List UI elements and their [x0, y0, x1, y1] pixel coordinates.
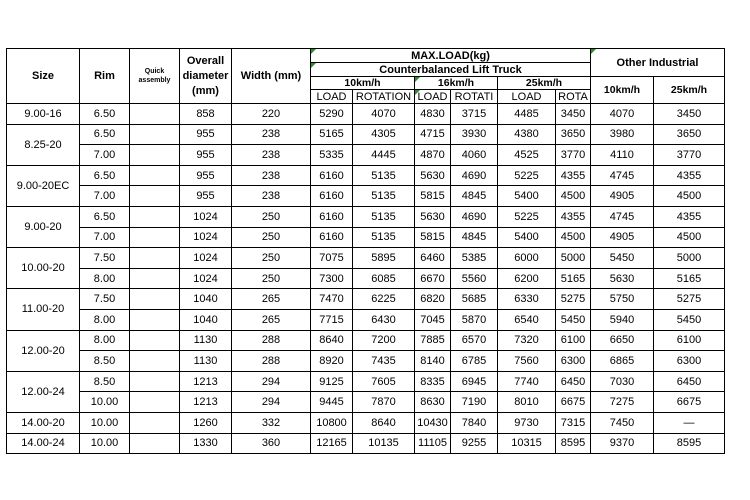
rotation-16-cell: 6945: [451, 371, 498, 392]
diameter-cell: 955: [180, 124, 232, 145]
quick-assembly-cell: [130, 165, 180, 186]
load-25-cell: 8010: [498, 392, 556, 413]
diameter-cell: 1040: [180, 289, 232, 310]
rotation-25-cell: 8595: [556, 433, 591, 454]
rotation-10-cell: 5135: [353, 206, 415, 227]
quick-assembly-cell: [130, 392, 180, 413]
rotation-25-cell: 5000: [556, 248, 591, 269]
rotation-16-cell: 5385: [451, 248, 498, 269]
rotation-16-cell: 5870: [451, 309, 498, 330]
load-10-cell: 6160: [311, 227, 353, 248]
rim-cell: 8.00: [80, 330, 130, 351]
rim-cell: 7.00: [80, 186, 130, 207]
rotation-25-cell: 7315: [556, 412, 591, 433]
other-10-cell: 5450: [591, 248, 654, 269]
quick-assembly-cell: [130, 248, 180, 269]
load-10-cell: 7075: [311, 248, 353, 269]
rim-cell: 8.00: [80, 309, 130, 330]
quick-assembly-cell: [130, 412, 180, 433]
width-cell: 265: [232, 289, 311, 310]
table-row: [7, 371, 725, 392]
rim-cell: 6.50: [80, 165, 130, 186]
quick-assembly-cell: [130, 371, 180, 392]
rotation-10-cell: 8640: [353, 412, 415, 433]
rim-cell: 10.00: [80, 433, 130, 454]
rotation-10-cell: 5135: [353, 227, 415, 248]
header-other-industrial: Other Industrial: [591, 49, 725, 77]
rotation-10-cell: 4070: [353, 104, 415, 125]
rotation-25-cell: 5450: [556, 309, 591, 330]
diameter-cell: 955: [180, 165, 232, 186]
load-10-cell: 6160: [311, 206, 353, 227]
width-cell: 250: [232, 248, 311, 269]
load-16-cell: 4870: [415, 145, 451, 166]
other-25-cell: 6675: [654, 392, 725, 413]
rotation-25-cell: 6100: [556, 330, 591, 351]
header-load-16: LOAD: [415, 90, 451, 104]
quick-assembly-cell: [130, 289, 180, 310]
header-rim: Rim: [80, 49, 130, 104]
rotation-10-cell: 7870: [353, 392, 415, 413]
other-25-cell: 6300: [654, 351, 725, 372]
table-row: [7, 186, 725, 207]
header-rotation-10: ROTATION: [353, 90, 415, 104]
other-25-cell: 4355: [654, 206, 725, 227]
load-16-cell: 6670: [415, 268, 451, 289]
rim-cell: 10.00: [80, 412, 130, 433]
width-cell: 238: [232, 186, 311, 207]
width-cell: 294: [232, 371, 311, 392]
rotation-16-cell: 3930: [451, 124, 498, 145]
width-cell: 238: [232, 145, 311, 166]
rim-cell: 6.50: [80, 124, 130, 145]
load-16-cell: 5815: [415, 227, 451, 248]
other-10-cell: 6650: [591, 330, 654, 351]
width-cell: 288: [232, 351, 311, 372]
other-10-cell: 4905: [591, 186, 654, 207]
header-load-10: LOAD: [311, 90, 353, 104]
header-load-25: LOAD: [498, 90, 556, 104]
load-16-cell: 6460: [415, 248, 451, 269]
other-25-cell: 5165: [654, 268, 725, 289]
rim-cell: 10.00: [80, 392, 130, 413]
table-row: [7, 124, 725, 145]
load-10-cell: 8920: [311, 351, 353, 372]
diameter-cell: 1024: [180, 268, 232, 289]
rotation-25-cell: 4500: [556, 227, 591, 248]
other-10-cell: 9370: [591, 433, 654, 454]
other-10-cell: 7275: [591, 392, 654, 413]
load-10-cell: 5290: [311, 104, 353, 125]
other-10-cell: 4745: [591, 206, 654, 227]
other-10-cell: 3980: [591, 124, 654, 145]
diameter-cell: 1260: [180, 412, 232, 433]
load-25-cell: 4380: [498, 124, 556, 145]
other-25-cell: 3650: [654, 124, 725, 145]
width-cell: 238: [232, 165, 311, 186]
table-row: [7, 104, 725, 125]
rotation-16-cell: 7190: [451, 392, 498, 413]
size-cell: 14.00-20: [7, 412, 80, 433]
diameter-cell: 1130: [180, 351, 232, 372]
load-25-cell: 4485: [498, 104, 556, 125]
load-16-cell: 4830: [415, 104, 451, 125]
rotation-16-cell: 4845: [451, 227, 498, 248]
load-10-cell: 7300: [311, 268, 353, 289]
other-10-cell: 5630: [591, 268, 654, 289]
rotation-16-cell: 3715: [451, 104, 498, 125]
size-cell: 9.00-20: [7, 206, 80, 247]
rotation-25-cell: 5165: [556, 268, 591, 289]
load-16-cell: 4715: [415, 124, 451, 145]
diameter-cell: 1130: [180, 330, 232, 351]
other-10-cell: 5940: [591, 309, 654, 330]
other-25-cell: 6450: [654, 371, 725, 392]
rotation-10-cell: 7435: [353, 351, 415, 372]
load-25-cell: 9730: [498, 412, 556, 433]
load-16-cell: 6820: [415, 289, 451, 310]
load-10-cell: 6160: [311, 165, 353, 186]
load-10-cell: 6160: [311, 186, 353, 207]
table-row: [7, 330, 725, 351]
rotation-16-cell: 4690: [451, 206, 498, 227]
load-10-cell: 8640: [311, 330, 353, 351]
other-10-cell: 4905: [591, 227, 654, 248]
load-16-cell: 10430: [415, 412, 451, 433]
table-row: [7, 412, 725, 433]
width-cell: 250: [232, 268, 311, 289]
load-25-cell: 5400: [498, 186, 556, 207]
load-25-cell: 6330: [498, 289, 556, 310]
rim-cell: 7.00: [80, 145, 130, 166]
rotation-25-cell: 4355: [556, 165, 591, 186]
load-10-cell: 9125: [311, 371, 353, 392]
other-25-cell: 6100: [654, 330, 725, 351]
load-16-cell: 5815: [415, 186, 451, 207]
size-cell: 10.00-20: [7, 248, 80, 289]
load-10-cell: 7470: [311, 289, 353, 310]
rotation-25-cell: 3450: [556, 104, 591, 125]
rotation-16-cell: 6570: [451, 330, 498, 351]
load-25-cell: 6540: [498, 309, 556, 330]
header-width: Width (mm): [232, 49, 311, 104]
load-16-cell: 8335: [415, 371, 451, 392]
table-row: [7, 268, 725, 289]
load-16-cell: 5630: [415, 165, 451, 186]
diameter-cell: 1024: [180, 248, 232, 269]
header-max-load: MAX.LOAD(kg): [311, 49, 591, 63]
quick-assembly-cell: [130, 268, 180, 289]
load-25-cell: 6200: [498, 268, 556, 289]
quick-assembly-cell: [130, 124, 180, 145]
rim-cell: 8.50: [80, 371, 130, 392]
load-16-cell: 11105: [415, 433, 451, 454]
rim-cell: 7.50: [80, 248, 130, 269]
load-10-cell: 12165: [311, 433, 353, 454]
table-row: [7, 145, 725, 166]
quick-assembly-cell: [130, 227, 180, 248]
table-row: [7, 165, 725, 186]
rotation-16-cell: 5685: [451, 289, 498, 310]
load-25-cell: 7320: [498, 330, 556, 351]
other-10-cell: 7030: [591, 371, 654, 392]
table-row: [7, 392, 725, 413]
header-speed-16: 16km/h: [415, 77, 498, 90]
rim-cell: 7.00: [80, 227, 130, 248]
diameter-cell: 1024: [180, 227, 232, 248]
other-25-cell: 4355: [654, 165, 725, 186]
other-10-cell: 4745: [591, 165, 654, 186]
diameter-cell: 858: [180, 104, 232, 125]
header-speed-25: 25km/h: [498, 77, 591, 90]
width-cell: 250: [232, 206, 311, 227]
header-quick-assembly: Quick assembly: [130, 49, 180, 104]
header-overall-diameter: Overall diameter (mm): [180, 49, 232, 104]
table-row: [7, 309, 725, 330]
diameter-cell: 1213: [180, 371, 232, 392]
header-rotation-25: ROTA: [556, 90, 591, 104]
diameter-cell: 955: [180, 145, 232, 166]
load-25-cell: 5225: [498, 165, 556, 186]
header-speed-10: 10km/h: [311, 77, 415, 90]
rotation-16-cell: 9255: [451, 433, 498, 454]
load-10-cell: 9445: [311, 392, 353, 413]
diameter-cell: 1040: [180, 309, 232, 330]
width-cell: 294: [232, 392, 311, 413]
table-row: [7, 289, 725, 310]
load-10-cell: 7715: [311, 309, 353, 330]
rim-cell: 8.00: [80, 268, 130, 289]
load-16-cell: 8140: [415, 351, 451, 372]
width-cell: 250: [232, 227, 311, 248]
other-25-cell: —: [654, 412, 725, 433]
diameter-cell: 1213: [180, 392, 232, 413]
rotation-10-cell: 5895: [353, 248, 415, 269]
other-25-cell: 3450: [654, 104, 725, 125]
rotation-10-cell: 5135: [353, 165, 415, 186]
width-cell: 288: [232, 330, 311, 351]
rotation-25-cell: 4355: [556, 206, 591, 227]
diameter-cell: 955: [180, 186, 232, 207]
rotation-25-cell: 4500: [556, 186, 591, 207]
tire-load-table: [6, 48, 725, 454]
quick-assembly-cell: [130, 433, 180, 454]
other-25-cell: 5450: [654, 309, 725, 330]
quick-assembly-cell: [130, 206, 180, 227]
other-10-cell: 7450: [591, 412, 654, 433]
rotation-10-cell: 4305: [353, 124, 415, 145]
rotation-25-cell: 3770: [556, 145, 591, 166]
load-25-cell: 6000: [498, 248, 556, 269]
quick-assembly-cell: [130, 186, 180, 207]
table-row: [7, 227, 725, 248]
other-10-cell: 4070: [591, 104, 654, 125]
diameter-cell: 1024: [180, 206, 232, 227]
load-25-cell: 5225: [498, 206, 556, 227]
load-25-cell: 7560: [498, 351, 556, 372]
rotation-25-cell: 6450: [556, 371, 591, 392]
quick-assembly-cell: [130, 104, 180, 125]
header-counterbalanced: Counterbalanced Lift Truck: [311, 63, 591, 77]
width-cell: 220: [232, 104, 311, 125]
rotation-10-cell: 10135: [353, 433, 415, 454]
rotation-10-cell: 7605: [353, 371, 415, 392]
size-cell: 9.00-20EC: [7, 165, 80, 206]
load-10-cell: 5335: [311, 145, 353, 166]
size-cell: 9.00-16: [7, 104, 80, 125]
other-10-cell: 4110: [591, 145, 654, 166]
rotation-10-cell: 6430: [353, 309, 415, 330]
load-25-cell: 10315: [498, 433, 556, 454]
rim-cell: 7.50: [80, 289, 130, 310]
size-cell: 11.00-20: [7, 289, 80, 330]
other-10-cell: 6865: [591, 351, 654, 372]
table-row: [7, 248, 725, 269]
size-cell: 12.00-24: [7, 371, 80, 412]
rotation-10-cell: 5135: [353, 186, 415, 207]
other-25-cell: 5000: [654, 248, 725, 269]
rotation-16-cell: 4690: [451, 165, 498, 186]
table-row: [7, 351, 725, 372]
other-25-cell: 4500: [654, 186, 725, 207]
load-10-cell: 10800: [311, 412, 353, 433]
header-oi-25: 25km/h: [654, 77, 725, 104]
header-size: Size: [7, 49, 80, 104]
rim-cell: 6.50: [80, 206, 130, 227]
rotation-10-cell: 6085: [353, 268, 415, 289]
rotation-16-cell: 7840: [451, 412, 498, 433]
diameter-cell: 1330: [180, 433, 232, 454]
rotation-10-cell: 6225: [353, 289, 415, 310]
other-25-cell: 5275: [654, 289, 725, 310]
rim-cell: 6.50: [80, 104, 130, 125]
quick-assembly-cell: [130, 145, 180, 166]
spec-table-wrapper: [6, 48, 725, 454]
other-25-cell: 3770: [654, 145, 725, 166]
rotation-25-cell: 6675: [556, 392, 591, 413]
other-25-cell: 8595: [654, 433, 725, 454]
load-25-cell: 7740: [498, 371, 556, 392]
load-16-cell: 7885: [415, 330, 451, 351]
load-25-cell: 4525: [498, 145, 556, 166]
table-row: [7, 433, 725, 454]
quick-assembly-cell: [130, 309, 180, 330]
rotation-16-cell: 5560: [451, 268, 498, 289]
load-25-cell: 5400: [498, 227, 556, 248]
load-16-cell: 7045: [415, 309, 451, 330]
width-cell: 265: [232, 309, 311, 330]
rotation-16-cell: 6785: [451, 351, 498, 372]
size-cell: 12.00-20: [7, 330, 80, 371]
quick-assembly-cell: [130, 351, 180, 372]
rotation-16-cell: 4845: [451, 186, 498, 207]
rotation-10-cell: 7200: [353, 330, 415, 351]
size-cell: 14.00-24: [7, 433, 80, 454]
table-row: [7, 206, 725, 227]
size-cell: 8.25-20: [7, 124, 80, 165]
rim-cell: 8.50: [80, 351, 130, 372]
rotation-10-cell: 4445: [353, 145, 415, 166]
rotation-25-cell: 3650: [556, 124, 591, 145]
width-cell: 332: [232, 412, 311, 433]
load-10-cell: 5165: [311, 124, 353, 145]
table-body: [7, 104, 725, 454]
header-oi-10: 10km/h: [591, 77, 654, 104]
other-10-cell: 5750: [591, 289, 654, 310]
width-cell: 238: [232, 124, 311, 145]
rotation-25-cell: 5275: [556, 289, 591, 310]
other-25-cell: 4500: [654, 227, 725, 248]
rotation-25-cell: 6300: [556, 351, 591, 372]
header-rotation-16: ROTATI: [451, 90, 498, 104]
load-16-cell: 5630: [415, 206, 451, 227]
rotation-16-cell: 4060: [451, 145, 498, 166]
quick-assembly-cell: [130, 330, 180, 351]
load-16-cell: 8630: [415, 392, 451, 413]
width-cell: 360: [232, 433, 311, 454]
